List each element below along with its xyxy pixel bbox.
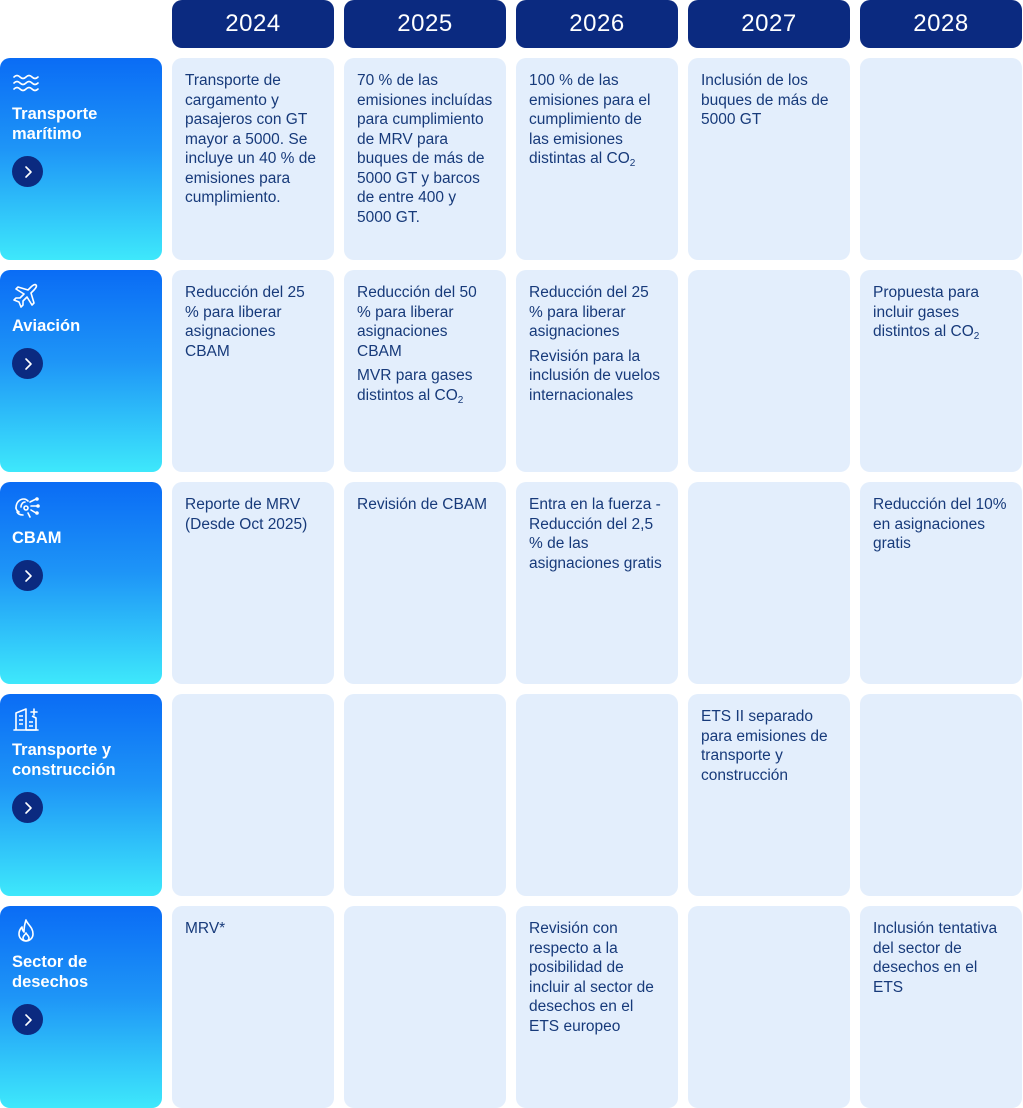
cell-text: Entra en la fuerza - Reducción del 2,5 % de las asignaciones gratis <box>529 496 662 572</box>
timeline-cell <box>344 906 506 1108</box>
sector-card <box>0 694 162 896</box>
expand-sector-button[interactable] <box>12 792 43 823</box>
year-header-2028: 2028 <box>860 0 1022 48</box>
sector-card <box>0 906 162 1108</box>
cell-text: Reporte de MRV (Desde Oct 2025) <box>185 496 308 533</box>
cell-text: Reducción del 25 % para liberar asignaciones CBAM <box>185 284 305 360</box>
chevron-right-icon <box>21 569 35 583</box>
year-header-2024: 2024 <box>172 0 334 48</box>
timeline-cell <box>344 482 506 684</box>
chevron-right-icon <box>21 801 35 815</box>
waves-icon <box>12 70 40 96</box>
cell-text: ETS II separado para emisiones de transporte y construcción <box>701 708 828 784</box>
timeline-cell <box>516 482 678 684</box>
timeline-cell <box>860 270 1022 472</box>
cell-text: 70 % de las emisiones incluídas para cumplimiento de MRV para buques de más de 5000 GT y barcos de entre 400 y 5000 GT. <box>357 72 493 226</box>
expand-sector-button[interactable] <box>12 348 43 379</box>
chevron-right-icon <box>21 357 35 371</box>
expand-sector-button[interactable] <box>12 1004 43 1035</box>
timeline-cell <box>688 906 850 1108</box>
timeline-cell <box>860 482 1022 684</box>
timeline-cell <box>172 482 334 684</box>
cell-text: Revisión para la inclusión de vuelos internacionales <box>529 347 660 404</box>
cell-text: Inclusión tentativa del sector de desechos en el ETS <box>873 920 998 996</box>
expand-sector-button[interactable] <box>12 156 43 187</box>
sector-label: Sector de desechos <box>12 953 89 991</box>
timeline-cell <box>688 270 850 472</box>
timeline-cell <box>688 694 850 896</box>
sector-label: Transporte marítimo <box>12 105 98 143</box>
timeline-cell <box>172 58 334 260</box>
timeline-cell <box>860 906 1022 1108</box>
sector-card <box>0 58 162 260</box>
emissions-icon <box>12 494 40 520</box>
timeline-cell <box>172 906 334 1108</box>
cell-text: MVR para gases distintos al $CO_2$ <box>357 367 473 406</box>
timeline-cell <box>516 270 678 472</box>
chevron-right-icon <box>21 165 35 179</box>
cell-text: Transporte de cargamento y pasajeros con GT mayor a 5000. Se incluye un 40 % de emisiones para cumplimiento. <box>185 72 316 206</box>
timeline-cell <box>516 906 678 1108</box>
timeline-cell <box>688 482 850 684</box>
building-icon <box>12 706 40 732</box>
timeline-cell <box>516 58 678 260</box>
timeline-cell <box>344 694 506 896</box>
chevron-right-icon <box>21 1013 35 1027</box>
flame-icon <box>12 918 40 944</box>
timeline-cell <box>516 694 678 896</box>
year-header-2025: 2025 <box>344 0 506 48</box>
cell-text: Propuesta para incluir gases distintos al $CO_2$ <box>873 284 980 342</box>
timeline-cell <box>860 694 1022 896</box>
cell-text: Reducción del 50 % para liberar asignaciones CBAM <box>357 284 477 360</box>
timeline-cell <box>344 58 506 260</box>
cell-text: Reducción del 25 % para liberar asignaciones <box>529 284 649 340</box>
sector-label: CBAM <box>12 529 62 547</box>
timeline-cell <box>172 270 334 472</box>
year-header-2027: 2027 <box>688 0 850 48</box>
cell-text: Revisión de CBAM <box>357 496 488 513</box>
timeline-cell <box>344 270 506 472</box>
airplane-icon <box>12 282 40 308</box>
cell-text: Inclusión de los buques de más de 5000 GT <box>701 72 829 128</box>
cell-text: Revisión con respecto a la posibilidad de incluir al sector de desechos en el ETS europeo <box>529 920 654 1035</box>
sector-card <box>0 482 162 684</box>
cell-text: Reducción del 10% en asignaciones gratis <box>873 496 1007 552</box>
sector-card <box>0 270 162 472</box>
timeline-cell <box>688 58 850 260</box>
sector-label: Transporte y construcción <box>12 741 116 779</box>
timeline-cell <box>172 694 334 896</box>
cell-text: MRV* <box>185 920 226 937</box>
cell-text: 100 % de las emisiones para el cumplimiento de las emisiones distintas al $CO_2$ <box>529 72 651 169</box>
expand-sector-button[interactable] <box>12 560 43 591</box>
year-header-2026: 2026 <box>516 0 678 48</box>
sector-label: Aviación <box>12 317 81 335</box>
timeline-cell <box>860 58 1022 260</box>
